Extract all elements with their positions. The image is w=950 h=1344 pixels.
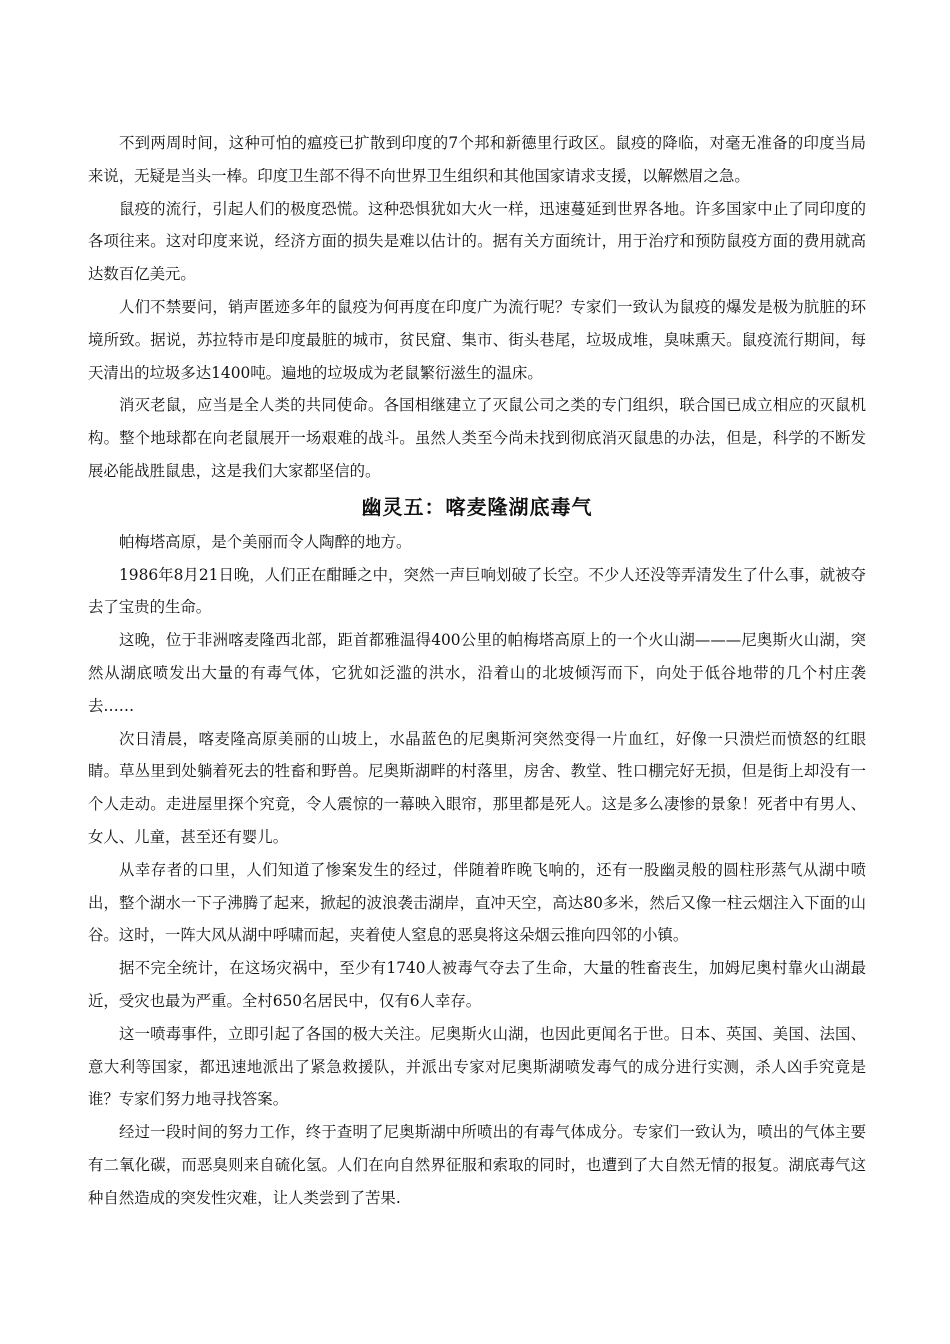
paragraph: 消灭老鼠，应当是全人类的共同使命。各国相继建立了灭鼠公司之类的专门组织，联合国已成立相应的灭鼠机构。整个地球都在向老鼠展开一场艰难的战斗。虽然人类至今尚未找到彻底消灭鼠患的办法，但是，科学的不断发展必能战胜鼠患，这是我们大家都坚信的。	[88, 396, 866, 480]
paragraph: 据不完全统计，在这场灾祸中，至少有1740人被毒气夺去了生命，大量的牲畜丧生，加姆尼奥村靠火山湖最近，受灾也最为严重。全村650名居民中，仅有6人幸存。	[88, 959, 866, 1010]
paragraph: 经过一段时间的努力工作，终于查明了尼奥斯湖中所喷出的有毒气体成分。专家们一致认为，喷出的气体主要有二氧化碳，而恶臭则来自硫化氢。人们在向自然界征服和索取的同时，也遭到了大自然无情的报复。湖底毒气这种自然造成的突发性灾难，让人类尝到了苦果.	[88, 1123, 866, 1207]
paragraph: 1986年8月21日晚，人们正在酣睡之中，突然一声巨响划破了长空。不少人还没等弄清发生了什么事，就被夺去了宝贵的生命。	[88, 565, 866, 617]
paragraph: 从幸存者的口里，人们知道了惨案发生的经过，伴随着昨晚飞响的，还有一股幽灵般的圆柱形蒸气从湖中喷出，整个湖水一下子沸腾了起来，掀起的波浪袭击湖岸，直冲天空，高达80多米，然后又像一柱云烟注入下面的山谷。这时，一阵大风从湖中呼啸而起，夹着使人窒息的恶臭将这朵烟云推向四邻的小镇。	[88, 860, 866, 945]
paragraph: 不到两周时间，这种可怕的瘟疫已扩散到印度的7个邦和新德里行政区。鼠疫的降临，对毫无准备的印度当局来说，无疑是当头一棒。印度卫生部不得不向世界卫生组织和其他国家请求支援，以解燃眉之急。	[88, 134, 866, 185]
document-body	[88, 127, 866, 1215]
paragraph: 帕梅塔高原，是个美丽而令人陶醉的地方。	[119, 532, 412, 551]
paragraph: 人们不禁要问，销声匿迹多年的鼠疫为何再度在印度广为流行呢？专家们一致认为鼠疫的爆发是极为肮脏的环境所致。据说，苏拉特市是印度最脏的城市，贫民窟、集市、街头巷尾，垃圾成堆，臭味熏天。鼠疫流行期间，每天清出的垃圾多达1400吨。遍地的垃圾成为老鼠繁衍滋生的温床。	[88, 297, 866, 382]
section-heading: 幽灵五：喀麦隆湖底毒气	[361, 494, 593, 519]
paragraph: 鼠疫的流行，引起人们的极度恐慌。这种恐惧犹如大火一样，迅速蔓延到世界各地。许多国家中止了同印度的各项往来。这对印度来说，经济方面的损失是难以估计的。据有关方面统计，用于治疗和预防鼠疫方面的费用就高达数百亿美元。	[88, 199, 866, 284]
paragraph: 这一喷毒事件，立即引起了各国的极大关注。尼奥斯火山湖，也因此更闻名于世。日本、英国、美国、法国、意大利等国家，都迅速地派出了紧急救援队，并派出专家对尼奥斯湖喷发毒气的成分进行实测，杀人凶手究竟是谁？专家们努力地寻找答案。	[88, 1024, 866, 1109]
paragraph: 这晚，位于非洲喀麦隆西北部，距首都雅温得400公里的帕梅塔高原上的一个火山湖———尼奥斯火山湖，突然从湖底喷发出大量的有毒气体，它犹如泛滥的洪水，沿着山的北坡倾泻而下，向处于低谷地带的几个村庄袭去……	[88, 631, 866, 715]
paragraph: 次日清晨，喀麦隆高原美丽的山坡上，水晶蓝色的尼奥斯河突然变得一片血红，好像一只溃烂而愤怒的红眼睛。草丛里到处躺着死去的牲畜和野兽。尼奥斯湖畔的村落里，房舍、教堂、牲口棚完好无损，但是街上却没有一个人走动。走进屋里探个究竟，令人震惊的一幕映入眼帘，那里都是死人。这是多么凄惨的景象！死者中有男人、女人、儿童，甚至还有婴儿。	[88, 729, 866, 846]
